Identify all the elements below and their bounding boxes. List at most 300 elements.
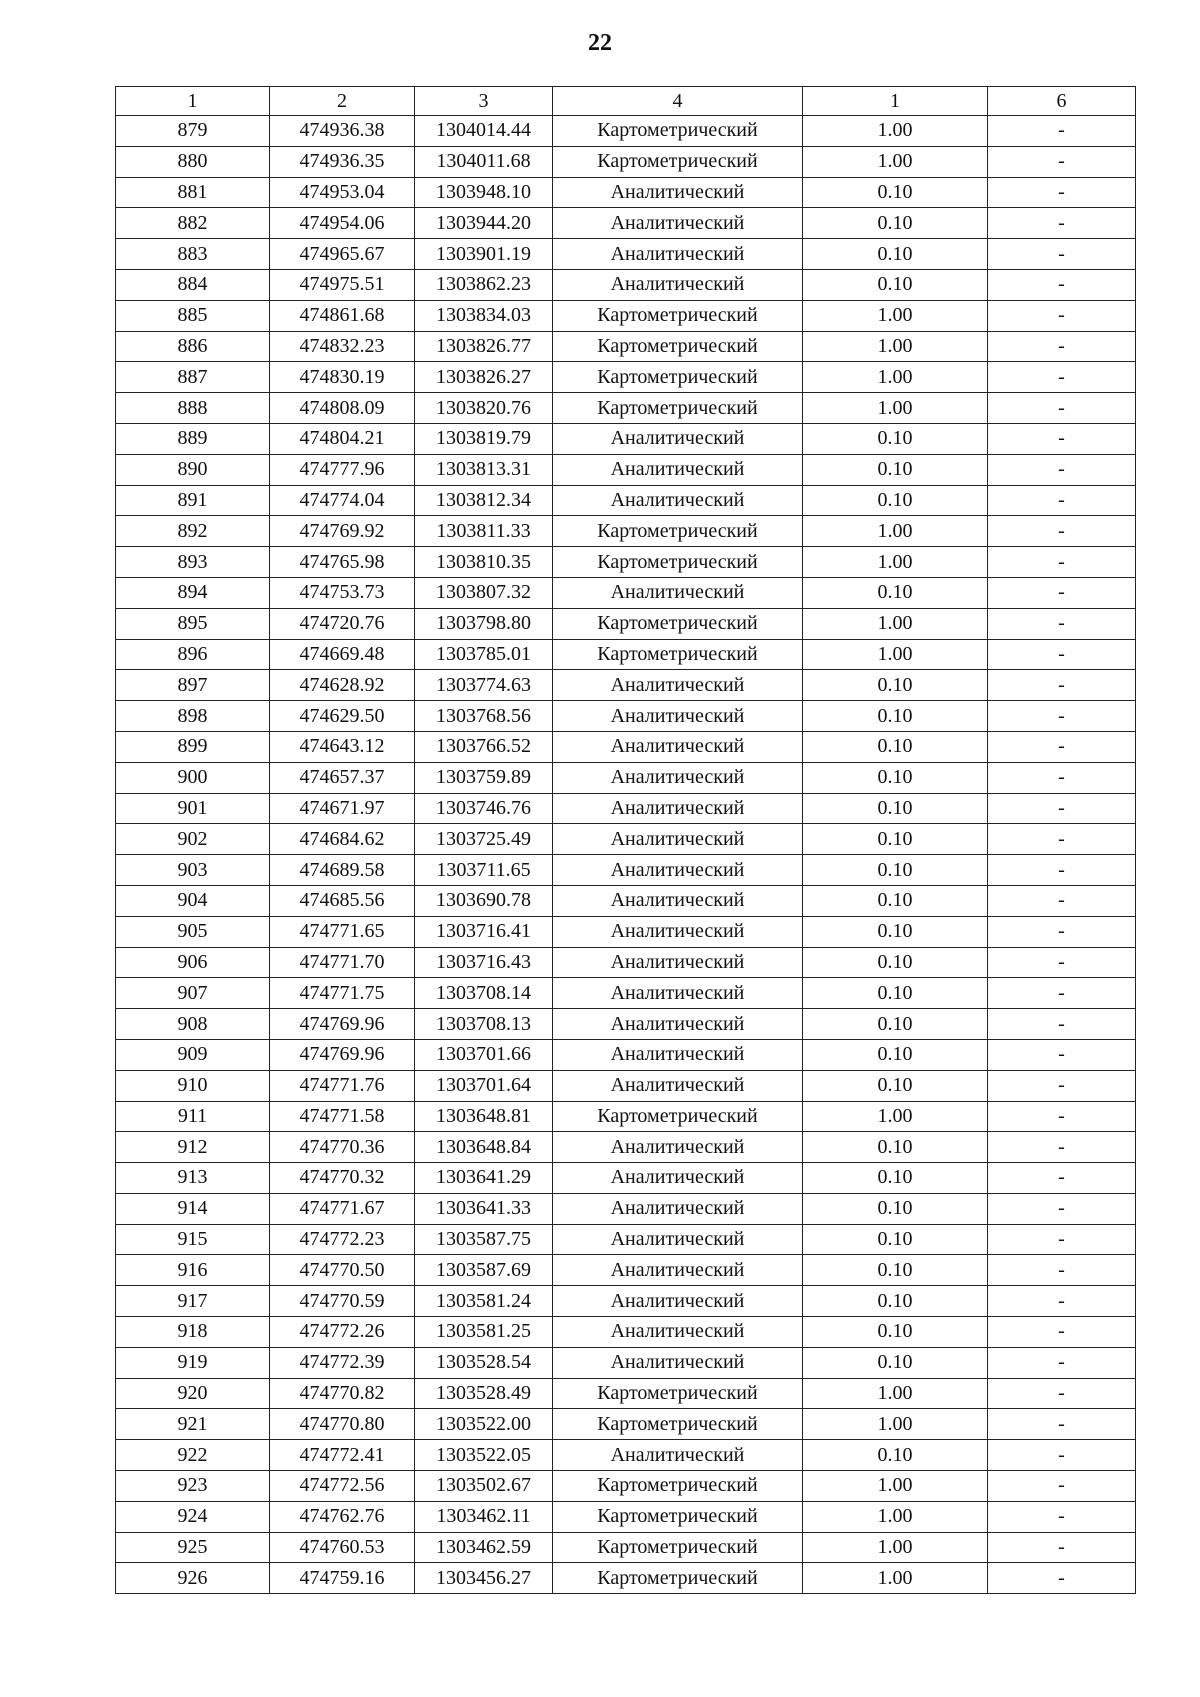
y-coordinate-cell: 1303813.31: [415, 454, 553, 485]
y-coordinate-cell: 1303785.01: [415, 639, 553, 670]
table-row: [116, 731, 1136, 762]
table-row: [116, 239, 1136, 270]
description-cell: -: [988, 762, 1136, 793]
column-header: 3: [415, 87, 553, 116]
table-row: [116, 1224, 1136, 1255]
method-cell: Картометрический: [553, 1471, 803, 1502]
description-cell: -: [988, 423, 1136, 454]
method-cell: Картометрический: [553, 1501, 803, 1532]
table-row: [116, 1286, 1136, 1317]
table-row: [116, 1132, 1136, 1163]
point-number-cell: 896: [116, 639, 270, 670]
x-coordinate-cell: 474770.36: [270, 1132, 415, 1163]
y-coordinate-cell: 1303502.67: [415, 1471, 553, 1502]
page-number: 22: [588, 30, 612, 56]
y-coordinate-cell: 1303807.32: [415, 577, 553, 608]
x-coordinate-cell: 474772.56: [270, 1471, 415, 1502]
method-cell: Аналитический: [553, 1440, 803, 1471]
point-number-cell: 885: [116, 300, 270, 331]
method-cell: Картометрический: [553, 1532, 803, 1563]
accuracy-cell: 1.00: [803, 393, 988, 424]
method-cell: Аналитический: [553, 701, 803, 732]
table-row: [116, 177, 1136, 208]
accuracy-cell: 1.00: [803, 547, 988, 578]
table-row: [116, 269, 1136, 300]
point-number-cell: 926: [116, 1563, 270, 1594]
table-row: [116, 885, 1136, 916]
method-cell: Аналитический: [553, 1009, 803, 1040]
point-number-cell: 924: [116, 1501, 270, 1532]
y-coordinate-cell: 1303746.76: [415, 793, 553, 824]
y-coordinate-cell: 1303587.69: [415, 1255, 553, 1286]
method-cell: Аналитический: [553, 855, 803, 886]
table-row: [116, 1009, 1136, 1040]
accuracy-cell: 1.00: [803, 362, 988, 393]
point-number-cell: 899: [116, 731, 270, 762]
method-cell: Картометрический: [553, 393, 803, 424]
table-row: [116, 762, 1136, 793]
method-cell: Картометрический: [553, 547, 803, 578]
accuracy-cell: 1.00: [803, 1471, 988, 1502]
description-cell: -: [988, 1501, 1136, 1532]
method-cell: Картометрический: [553, 1409, 803, 1440]
x-coordinate-cell: 474765.98: [270, 547, 415, 578]
x-coordinate-cell: 474772.41: [270, 1440, 415, 1471]
x-coordinate-cell: 474770.32: [270, 1163, 415, 1194]
y-coordinate-cell: 1303701.64: [415, 1070, 553, 1101]
description-cell: -: [988, 670, 1136, 701]
description-cell: -: [988, 116, 1136, 147]
y-coordinate-cell: 1303708.13: [415, 1009, 553, 1040]
point-number-cell: 914: [116, 1193, 270, 1224]
y-coordinate-cell: 1303901.19: [415, 239, 553, 270]
x-coordinate-cell: 474770.82: [270, 1378, 415, 1409]
point-number-cell: 895: [116, 608, 270, 639]
column-header: 1: [803, 87, 988, 116]
x-coordinate-cell: 474953.04: [270, 177, 415, 208]
accuracy-cell: 1.00: [803, 1501, 988, 1532]
point-number-cell: 905: [116, 916, 270, 947]
accuracy-cell: 0.10: [803, 485, 988, 516]
point-number-cell: 909: [116, 1039, 270, 1070]
accuracy-cell: 0.10: [803, 1070, 988, 1101]
x-coordinate-cell: 474628.92: [270, 670, 415, 701]
point-number-cell: 881: [116, 177, 270, 208]
description-cell: -: [988, 793, 1136, 824]
x-coordinate-cell: 474685.56: [270, 885, 415, 916]
table-row: [116, 670, 1136, 701]
point-number-cell: 900: [116, 762, 270, 793]
point-number-cell: 915: [116, 1224, 270, 1255]
description-cell: -: [988, 1101, 1136, 1132]
point-number-cell: 918: [116, 1317, 270, 1348]
x-coordinate-cell: 474771.65: [270, 916, 415, 947]
table-row: [116, 1039, 1136, 1070]
x-coordinate-cell: 474769.92: [270, 516, 415, 547]
accuracy-cell: 1.00: [803, 300, 988, 331]
y-coordinate-cell: 1303766.52: [415, 731, 553, 762]
x-coordinate-cell: 474936.35: [270, 146, 415, 177]
table-row: [116, 516, 1136, 547]
column-header: 1: [116, 87, 270, 116]
accuracy-cell: 0.10: [803, 1039, 988, 1070]
point-number-cell: 883: [116, 239, 270, 270]
y-coordinate-cell: 1303862.23: [415, 269, 553, 300]
accuracy-cell: 0.10: [803, 208, 988, 239]
method-cell: Аналитический: [553, 1347, 803, 1378]
point-number-cell: 891: [116, 485, 270, 516]
x-coordinate-cell: 474770.50: [270, 1255, 415, 1286]
point-number-cell: 908: [116, 1009, 270, 1040]
description-cell: -: [988, 1039, 1136, 1070]
y-coordinate-cell: 1303641.33: [415, 1193, 553, 1224]
description-cell: -: [988, 1163, 1136, 1194]
y-coordinate-cell: 1303581.24: [415, 1286, 553, 1317]
y-coordinate-cell: 1303462.59: [415, 1532, 553, 1563]
description-cell: -: [988, 485, 1136, 516]
method-cell: Картометрический: [553, 1563, 803, 1594]
method-cell: Аналитический: [553, 239, 803, 270]
table-row: [116, 1471, 1136, 1502]
method-cell: Картометрический: [553, 331, 803, 362]
accuracy-cell: 0.10: [803, 793, 988, 824]
description-cell: -: [988, 978, 1136, 1009]
table-row: [116, 1378, 1136, 1409]
table-row: [116, 116, 1136, 147]
description-cell: -: [988, 639, 1136, 670]
method-cell: Аналитический: [553, 762, 803, 793]
point-number-cell: 897: [116, 670, 270, 701]
description-cell: -: [988, 362, 1136, 393]
x-coordinate-cell: 474753.73: [270, 577, 415, 608]
y-coordinate-cell: 1303725.49: [415, 824, 553, 855]
method-cell: Аналитический: [553, 978, 803, 1009]
point-number-cell: 904: [116, 885, 270, 916]
column-header: 4: [553, 87, 803, 116]
y-coordinate-cell: 1303711.65: [415, 855, 553, 886]
description-cell: -: [988, 1378, 1136, 1409]
accuracy-cell: 0.10: [803, 1132, 988, 1163]
y-coordinate-cell: 1303819.79: [415, 423, 553, 454]
x-coordinate-cell: 474629.50: [270, 701, 415, 732]
accuracy-cell: 0.10: [803, 731, 988, 762]
point-number-cell: 892: [116, 516, 270, 547]
x-coordinate-cell: 474832.23: [270, 331, 415, 362]
accuracy-cell: 0.10: [803, 824, 988, 855]
accuracy-cell: 1.00: [803, 1378, 988, 1409]
table-row: [116, 793, 1136, 824]
point-number-cell: 919: [116, 1347, 270, 1378]
x-coordinate-cell: 474643.12: [270, 731, 415, 762]
table-row: [116, 855, 1136, 886]
method-cell: Аналитический: [553, 1286, 803, 1317]
point-number-cell: 879: [116, 116, 270, 147]
y-coordinate-cell: 1303811.33: [415, 516, 553, 547]
table-row: [116, 1255, 1136, 1286]
x-coordinate-cell: 474770.80: [270, 1409, 415, 1440]
point-number-cell: 888: [116, 393, 270, 424]
x-coordinate-cell: 474861.68: [270, 300, 415, 331]
method-cell: Аналитический: [553, 1070, 803, 1101]
accuracy-cell: 0.10: [803, 1440, 988, 1471]
method-cell: Аналитический: [553, 793, 803, 824]
description-cell: -: [988, 577, 1136, 608]
description-cell: -: [988, 608, 1136, 639]
x-coordinate-cell: 474936.38: [270, 116, 415, 147]
y-coordinate-cell: 1303810.35: [415, 547, 553, 578]
x-coordinate-cell: 474669.48: [270, 639, 415, 670]
accuracy-cell: 1.00: [803, 1563, 988, 1594]
point-number-cell: 925: [116, 1532, 270, 1563]
table-row: [116, 701, 1136, 732]
method-cell: Картометрический: [553, 300, 803, 331]
accuracy-cell: 0.10: [803, 239, 988, 270]
x-coordinate-cell: 474975.51: [270, 269, 415, 300]
accuracy-cell: 1.00: [803, 1532, 988, 1563]
y-coordinate-cell: 1304011.68: [415, 146, 553, 177]
x-coordinate-cell: 474771.70: [270, 947, 415, 978]
x-coordinate-cell: 474777.96: [270, 454, 415, 485]
method-cell: Аналитический: [553, 947, 803, 978]
x-coordinate-cell: 474804.21: [270, 423, 415, 454]
accuracy-cell: 0.10: [803, 885, 988, 916]
x-coordinate-cell: 474769.96: [270, 1009, 415, 1040]
accuracy-cell: 0.10: [803, 1347, 988, 1378]
table-row: [116, 1532, 1136, 1563]
description-cell: -: [988, 300, 1136, 331]
point-number-cell: 884: [116, 269, 270, 300]
point-number-cell: 882: [116, 208, 270, 239]
x-coordinate-cell: 474759.16: [270, 1563, 415, 1594]
table-header-row: [116, 87, 1136, 116]
method-cell: Картометрический: [553, 639, 803, 670]
x-coordinate-cell: 474954.06: [270, 208, 415, 239]
table-row: [116, 1193, 1136, 1224]
table-row: [116, 1163, 1136, 1194]
description-cell: -: [988, 269, 1136, 300]
y-coordinate-cell: 1303648.81: [415, 1101, 553, 1132]
description-cell: -: [988, 1317, 1136, 1348]
method-cell: Аналитический: [553, 208, 803, 239]
method-cell: Аналитический: [553, 731, 803, 762]
point-number-cell: 907: [116, 978, 270, 1009]
table-row: [116, 1563, 1136, 1594]
accuracy-cell: 1.00: [803, 331, 988, 362]
y-coordinate-cell: 1303948.10: [415, 177, 553, 208]
accuracy-cell: 0.10: [803, 670, 988, 701]
x-coordinate-cell: 474771.67: [270, 1193, 415, 1224]
accuracy-cell: 0.10: [803, 947, 988, 978]
y-coordinate-cell: 1303812.34: [415, 485, 553, 516]
table-row: [116, 1409, 1136, 1440]
method-cell: Аналитический: [553, 885, 803, 916]
x-coordinate-cell: 474771.58: [270, 1101, 415, 1132]
method-cell: Аналитический: [553, 1039, 803, 1070]
description-cell: -: [988, 393, 1136, 424]
point-number-cell: 917: [116, 1286, 270, 1317]
method-cell: Картометрический: [553, 1101, 803, 1132]
accuracy-cell: 0.10: [803, 454, 988, 485]
x-coordinate-cell: 474830.19: [270, 362, 415, 393]
description-cell: -: [988, 146, 1136, 177]
accuracy-cell: 0.10: [803, 269, 988, 300]
y-coordinate-cell: 1303587.75: [415, 1224, 553, 1255]
x-coordinate-cell: 474684.62: [270, 824, 415, 855]
point-number-cell: 901: [116, 793, 270, 824]
accuracy-cell: 0.10: [803, 916, 988, 947]
table-row: [116, 1070, 1136, 1101]
table-row: [116, 916, 1136, 947]
y-coordinate-cell: 1303774.63: [415, 670, 553, 701]
method-cell: Аналитический: [553, 1224, 803, 1255]
method-cell: Аналитический: [553, 577, 803, 608]
accuracy-cell: 1.00: [803, 1101, 988, 1132]
accuracy-cell: 0.10: [803, 177, 988, 208]
method-cell: Аналитический: [553, 916, 803, 947]
accuracy-cell: 1.00: [803, 146, 988, 177]
method-cell: Аналитический: [553, 1317, 803, 1348]
x-coordinate-cell: 474689.58: [270, 855, 415, 886]
description-cell: -: [988, 331, 1136, 362]
x-coordinate-cell: 474770.59: [270, 1286, 415, 1317]
accuracy-cell: 0.10: [803, 1286, 988, 1317]
y-coordinate-cell: 1303648.84: [415, 1132, 553, 1163]
accuracy-cell: 0.10: [803, 1224, 988, 1255]
point-number-cell: 906: [116, 947, 270, 978]
table-row: [116, 146, 1136, 177]
method-cell: Аналитический: [553, 485, 803, 516]
table-row: [116, 485, 1136, 516]
y-coordinate-cell: 1303826.77: [415, 331, 553, 362]
y-coordinate-cell: 1303690.78: [415, 885, 553, 916]
point-number-cell: 923: [116, 1471, 270, 1502]
x-coordinate-cell: 474774.04: [270, 485, 415, 516]
y-coordinate-cell: 1303641.29: [415, 1163, 553, 1194]
description-cell: -: [988, 547, 1136, 578]
x-coordinate-cell: 474965.67: [270, 239, 415, 270]
table-row: [116, 393, 1136, 424]
table-row: [116, 978, 1136, 1009]
point-number-cell: 921: [116, 1409, 270, 1440]
description-cell: -: [988, 824, 1136, 855]
y-coordinate-cell: 1303528.49: [415, 1378, 553, 1409]
accuracy-cell: 0.10: [803, 978, 988, 1009]
description-cell: -: [988, 239, 1136, 270]
description-cell: -: [988, 1471, 1136, 1502]
table-row: [116, 577, 1136, 608]
method-cell: Аналитический: [553, 670, 803, 701]
description-cell: -: [988, 701, 1136, 732]
table-row: [116, 1501, 1136, 1532]
description-cell: -: [988, 1255, 1136, 1286]
method-cell: Аналитический: [553, 1193, 803, 1224]
x-coordinate-cell: 474671.97: [270, 793, 415, 824]
description-cell: -: [988, 1070, 1136, 1101]
method-cell: Картометрический: [553, 362, 803, 393]
y-coordinate-cell: 1304014.44: [415, 116, 553, 147]
method-cell: Аналитический: [553, 177, 803, 208]
point-number-cell: 893: [116, 547, 270, 578]
description-cell: -: [988, 1409, 1136, 1440]
point-number-cell: 922: [116, 1440, 270, 1471]
description-cell: -: [988, 177, 1136, 208]
table-row: [116, 1101, 1136, 1132]
description-cell: -: [988, 1563, 1136, 1594]
accuracy-cell: 1.00: [803, 116, 988, 147]
description-cell: -: [988, 1132, 1136, 1163]
accuracy-cell: 0.10: [803, 1317, 988, 1348]
method-cell: Аналитический: [553, 1132, 803, 1163]
column-header: 6: [988, 87, 1136, 116]
table-row: [116, 608, 1136, 639]
accuracy-cell: 1.00: [803, 608, 988, 639]
y-coordinate-cell: 1303456.27: [415, 1563, 553, 1594]
table-row: [116, 1317, 1136, 1348]
y-coordinate-cell: 1303826.27: [415, 362, 553, 393]
y-coordinate-cell: 1303759.89: [415, 762, 553, 793]
description-cell: -: [988, 885, 1136, 916]
y-coordinate-cell: 1303834.03: [415, 300, 553, 331]
method-cell: Аналитический: [553, 1255, 803, 1286]
point-number-cell: 898: [116, 701, 270, 732]
x-coordinate-cell: 474771.76: [270, 1070, 415, 1101]
description-cell: -: [988, 1009, 1136, 1040]
description-cell: -: [988, 731, 1136, 762]
accuracy-cell: 1.00: [803, 1409, 988, 1440]
x-coordinate-cell: 474657.37: [270, 762, 415, 793]
point-number-cell: 880: [116, 146, 270, 177]
point-number-cell: 902: [116, 824, 270, 855]
x-coordinate-cell: 474769.96: [270, 1039, 415, 1070]
accuracy-cell: 0.10: [803, 1163, 988, 1194]
x-coordinate-cell: 474762.76: [270, 1501, 415, 1532]
accuracy-cell: 0.10: [803, 701, 988, 732]
accuracy-cell: 0.10: [803, 1009, 988, 1040]
table-row: [116, 300, 1136, 331]
accuracy-cell: 0.10: [803, 855, 988, 886]
table-body: [116, 116, 1136, 1594]
point-number-cell: 911: [116, 1101, 270, 1132]
x-coordinate-cell: 474760.53: [270, 1532, 415, 1563]
y-coordinate-cell: 1303944.20: [415, 208, 553, 239]
description-cell: -: [988, 1193, 1136, 1224]
point-number-cell: 913: [116, 1163, 270, 1194]
description-cell: -: [988, 516, 1136, 547]
method-cell: Аналитический: [553, 454, 803, 485]
x-coordinate-cell: 474808.09: [270, 393, 415, 424]
description-cell: -: [988, 1440, 1136, 1471]
column-header: 2: [270, 87, 415, 116]
accuracy-cell: 0.10: [803, 423, 988, 454]
method-cell: Картометрический: [553, 1378, 803, 1409]
table-row: [116, 362, 1136, 393]
y-coordinate-cell: 1303716.43: [415, 947, 553, 978]
y-coordinate-cell: 1303768.56: [415, 701, 553, 732]
table-row: [116, 824, 1136, 855]
y-coordinate-cell: 1303701.66: [415, 1039, 553, 1070]
description-cell: -: [988, 855, 1136, 886]
description-cell: -: [988, 1286, 1136, 1317]
accuracy-cell: 0.10: [803, 577, 988, 608]
table-row: [116, 331, 1136, 362]
description-cell: -: [988, 454, 1136, 485]
accuracy-cell: 0.10: [803, 1255, 988, 1286]
point-number-cell: 890: [116, 454, 270, 485]
point-number-cell: 910: [116, 1070, 270, 1101]
x-coordinate-cell: 474772.39: [270, 1347, 415, 1378]
y-coordinate-cell: 1303820.76: [415, 393, 553, 424]
point-number-cell: 889: [116, 423, 270, 454]
